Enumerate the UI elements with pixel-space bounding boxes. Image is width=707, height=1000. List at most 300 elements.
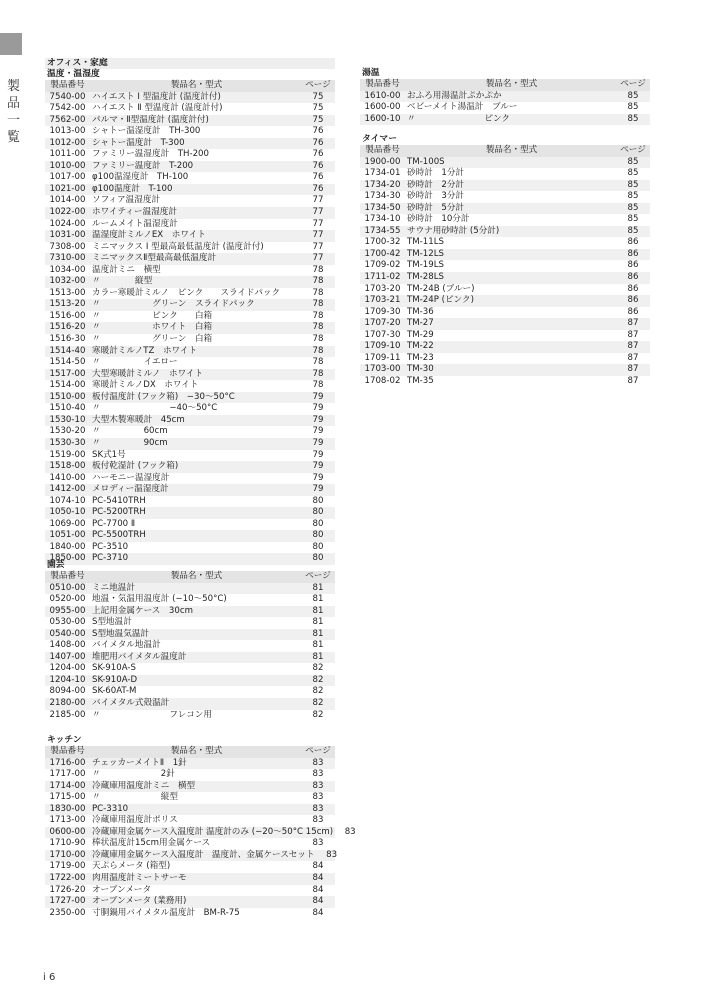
table-row (45, 265, 335, 277)
product-name: φ100温湿度計 TH-100 (92, 172, 189, 183)
page-ref: 87 (627, 329, 639, 340)
page-ref: 85 (627, 202, 639, 213)
product-code: 1727-00 (49, 896, 86, 907)
product-name: 温度計ミニ 横型 (92, 264, 161, 275)
product-code: 1709-11 (364, 352, 401, 363)
page-ref: 81 (312, 594, 324, 605)
product-code: 1051-00 (49, 530, 86, 541)
product-code: 1516-00 (49, 310, 86, 321)
page-ref: 80 (312, 530, 324, 541)
product-name: 冷蔵庫用金属ケース入温度計 温度計のみ (−20〜50°C 15cm) (92, 826, 334, 837)
product-name: TM-19LS (407, 260, 444, 271)
table-row (45, 583, 335, 595)
page-ref: 77 (312, 195, 324, 206)
page-ref: 81 (312, 640, 324, 651)
table-row (45, 496, 335, 508)
page-ref: 80 (312, 507, 324, 518)
product-code: 1707-30 (364, 329, 401, 340)
header-page: ページ (305, 746, 331, 756)
product-name: 堆肥用バイメタル温度計 (92, 651, 187, 662)
product-code: 1713-00 (49, 815, 86, 826)
product-code: 1410-00 (49, 472, 86, 483)
page-ref: 83 (326, 849, 338, 860)
page-ref: 80 (312, 495, 324, 506)
page-ref: 83 (312, 792, 324, 803)
page-ref: 76 (312, 137, 324, 148)
product-code: 7562-00 (49, 114, 86, 125)
product-name: 〃 イエロー (92, 357, 178, 368)
page-ref: 87 (627, 364, 639, 375)
table-row (45, 758, 335, 770)
page-ref: 83 (312, 803, 324, 814)
page-ref: 86 (627, 260, 639, 271)
product-code: 1530-30 (49, 437, 86, 448)
page-ref: 78 (312, 322, 324, 333)
product-name: PC-3310 (92, 803, 129, 814)
product-code: 1900-00 (364, 156, 401, 167)
table-row (45, 617, 335, 629)
table-row (45, 115, 335, 127)
table-row (45, 92, 335, 104)
product-code: 1021-00 (49, 183, 86, 194)
product-name: 板付温度計 (フック箱) −30〜50°C (92, 391, 235, 402)
header-page: ページ (620, 79, 646, 89)
product-name: 砂時計 1分計 (407, 168, 465, 179)
page-ref: 79 (312, 484, 324, 495)
product-name: バイメタル式殻温計 (92, 698, 170, 709)
product-code: 1516-20 (49, 322, 86, 333)
product-code: 2350-00 (49, 907, 86, 918)
product-code: 1012-00 (49, 137, 86, 148)
table-row (45, 357, 335, 369)
page-ref: 85 (627, 191, 639, 202)
product-name: 〃 ピンク (407, 113, 510, 124)
product-name: ミニマックスⅡ型最高最低温度計 (92, 253, 217, 264)
product-name: ハイエスト Ⅱ 型温度計 (温度計付) (92, 103, 223, 114)
product-code: 1600-00 (364, 102, 401, 113)
header-page: ページ (620, 145, 646, 155)
page-ref: 75 (312, 91, 324, 102)
product-name: バイメタル地温計 (92, 640, 161, 651)
product-code: 1510-00 (49, 391, 86, 402)
page-ref: 87 (627, 375, 639, 386)
table-row (45, 484, 335, 496)
product-name: 冷蔵庫用温度計ポリス (92, 815, 178, 826)
product-name: 上記用金属ケース 30cm (92, 605, 193, 616)
page-ref: 80 (312, 553, 324, 564)
product-name: 〃 90cm (92, 437, 168, 448)
page-ref: 85 (627, 214, 639, 225)
table-row (360, 249, 650, 261)
page-ref: 79 (312, 449, 324, 460)
product-code: 1412-00 (49, 484, 86, 495)
table-row (45, 519, 335, 531)
table-row (45, 334, 335, 346)
product-code: 7540-00 (49, 91, 86, 102)
page-ref: 85 (627, 179, 639, 190)
page-ref: 82 (312, 698, 324, 709)
table-row (45, 629, 335, 641)
product-code: 1850-00 (49, 553, 86, 564)
table-row (45, 507, 335, 519)
page-ref: 83 (312, 757, 324, 768)
header-name: 製品名・型式 (485, 79, 538, 89)
product-name: ファミリー温度計 T-200 (92, 160, 194, 171)
product-name: ホワイティー温湿度計 (92, 207, 177, 218)
product-code: 1074-10 (49, 495, 86, 506)
product-name: TM-100S (407, 156, 445, 167)
product-name: 棒状温度計15cm用金属ケース (92, 838, 211, 849)
product-name: 板付乾湿計 (フック箱) (92, 461, 179, 472)
product-name: チェッカーメイトⅡ 1針 (92, 757, 187, 768)
page-ref: 85 (627, 168, 639, 179)
product-code: 1709-30 (364, 306, 401, 317)
product-name: 大型木製寒暖計 45cm (92, 414, 185, 425)
product-name: メロディー温湿度計 (92, 484, 169, 495)
product-name: TM-12LS (407, 248, 444, 259)
product-code: 1034-00 (49, 264, 86, 275)
page-ref: 78 (312, 299, 324, 310)
product-code: 1407-00 (49, 651, 86, 662)
product-name: 砂時計 10分計 (407, 214, 470, 225)
product-code: 1700-32 (364, 237, 401, 248)
product-code: 1514-50 (49, 357, 86, 368)
product-name: TM-24B (ブルー) (407, 283, 475, 294)
table-row (360, 114, 650, 126)
product-name: TM-30 (407, 364, 434, 375)
product-name: TM-28LS (407, 272, 444, 283)
section-kitchen (45, 735, 356, 919)
table-row (45, 640, 335, 652)
table-row (360, 341, 650, 353)
page-ref: 81 (312, 605, 324, 616)
product-name: 〃 グリーン スライドパック (92, 299, 255, 310)
table-row (360, 102, 650, 114)
page-ref: 86 (627, 306, 639, 317)
page-ref: 85 (627, 90, 639, 101)
page-ref: 84 (312, 907, 324, 918)
table-row (360, 214, 650, 226)
page-ref: 81 (312, 651, 324, 662)
header-name: 製品名・型式 (170, 746, 223, 756)
product-code: 1517-00 (49, 368, 86, 379)
product-code: 0955-00 (49, 605, 86, 616)
product-name: オーブンメータ (業務用) (92, 896, 187, 907)
page-ref: 87 (627, 318, 639, 329)
product-code: 1017-00 (49, 172, 86, 183)
header-name: 製品名・型式 (170, 80, 223, 90)
product-code: 1011-00 (49, 149, 86, 160)
product-name: ミニマックス I 型最高最低温度計 (温度計付) (92, 241, 264, 252)
product-name: 砂時計 3分計 (407, 191, 465, 202)
table-row (360, 330, 650, 342)
page-ref: 83 (344, 826, 356, 837)
table-row (45, 698, 335, 710)
product-code: 1514-40 (49, 345, 86, 356)
product-code: 1204-10 (49, 674, 86, 685)
product-code: 0530-00 (49, 617, 86, 628)
product-code: 1513-20 (49, 299, 86, 310)
table-row (360, 284, 650, 296)
product-name: TM-27 (407, 318, 434, 329)
page-ref: 79 (312, 472, 324, 483)
product-code: 1010-00 (49, 160, 86, 171)
section-title: キッチン (47, 735, 82, 745)
table-row (45, 594, 335, 606)
product-name: ベビーメイト湯温計 ブルー (407, 102, 518, 113)
table-header (45, 80, 335, 92)
table-row (45, 542, 335, 554)
table-header (45, 746, 335, 758)
page-ref: 76 (312, 149, 324, 160)
table-row (45, 873, 335, 885)
product-code: 1707-20 (364, 318, 401, 329)
table-header (360, 79, 650, 91)
table-row (45, 710, 335, 722)
table-row (360, 376, 650, 388)
product-code: 1734-01 (364, 168, 401, 179)
page-ref: 78 (312, 276, 324, 287)
page-ref: 77 (312, 241, 324, 252)
page-ref: 78 (312, 334, 324, 345)
table-row (360, 203, 650, 215)
product-name: 寸胴鍋用バイメタル温度計 BM-R-75 (92, 907, 240, 918)
product-code: 1703-00 (364, 364, 401, 375)
table-header (360, 145, 650, 157)
product-code: 1519-00 (49, 449, 86, 460)
table-body (360, 91, 650, 126)
table-row (360, 307, 650, 319)
table-row (360, 157, 650, 169)
table-row (360, 318, 650, 330)
product-name: シャトー温湿度計 TH-300 (92, 126, 201, 137)
product-name: オーブンメータ (92, 884, 152, 895)
header-code: 製品番号 (50, 571, 85, 581)
table-row (360, 91, 650, 103)
product-name: 天ぷらメータ (箱型) (92, 861, 171, 872)
page-ref: 84 (312, 896, 324, 907)
product-name: ミニ地温計 (92, 582, 135, 593)
table-body (45, 757, 356, 920)
product-code: 1204-00 (49, 663, 86, 674)
table-body (45, 92, 335, 565)
table-row (45, 530, 335, 542)
section-title: 湯温 (362, 68, 380, 78)
table-row (45, 230, 335, 242)
product-name: 温湿度計ミルノEX ホワイト (92, 230, 206, 241)
table-row (360, 295, 650, 307)
page-ref: 78 (312, 380, 324, 391)
table-row (360, 226, 650, 238)
product-code: 0510-00 (49, 582, 86, 593)
product-code: 1408-00 (49, 640, 86, 651)
page-ref: 83 (312, 815, 324, 826)
page-ref: 78 (312, 264, 324, 275)
table-row (45, 346, 335, 358)
header-name: 製品名・型式 (170, 571, 223, 581)
product-name: 冷蔵庫用金属ケース入温度計 温度計、金属ケースセット (92, 849, 315, 860)
page-ref: 78 (312, 310, 324, 321)
table-row (45, 849, 338, 862)
product-name: φ100温度計 T-100 (92, 183, 173, 194)
product-code: 1013-00 (49, 126, 86, 137)
product-name: PC-3710 (92, 553, 129, 564)
table-row (360, 237, 650, 249)
product-code: 1708-02 (364, 375, 401, 386)
page-ref: 77 (312, 218, 324, 229)
product-name: 〃 ピンク 白箱 (92, 310, 213, 321)
product-name: 〃 縦型 (92, 792, 178, 803)
header-code: 製品番号 (365, 145, 400, 155)
product-name: シャトー温度計 T-300 (92, 137, 185, 148)
page-ref: 77 (312, 253, 324, 264)
table-row (45, 769, 335, 781)
table-row (45, 461, 335, 473)
product-name: 〃 縦型 (92, 276, 153, 287)
product-code: 8094-00 (49, 686, 86, 697)
product-code: 7308-00 (49, 241, 86, 252)
page-ref: 82 (312, 663, 324, 674)
table-row (45, 288, 335, 300)
table-row (45, 675, 335, 687)
page-ref: 78 (312, 357, 324, 368)
page-ref: 75 (312, 103, 324, 114)
product-name: 肉用温度計ミートサーモ (92, 873, 187, 884)
page-ref: 77 (312, 207, 324, 218)
page-ref: 78 (312, 287, 324, 298)
product-code: 1716-00 (49, 757, 86, 768)
page-ref: 84 (312, 861, 324, 872)
product-name: 〃 グリーン 白箱 (92, 334, 213, 345)
page-ref: 76 (312, 183, 324, 194)
product-name: TM-35 (407, 375, 434, 386)
table-row (45, 826, 356, 839)
table-body (360, 157, 650, 388)
product-code: 0540-00 (49, 628, 86, 639)
page-ref: 85 (627, 102, 639, 113)
product-name: TM-22 (407, 341, 434, 352)
product-name: PC-5200TRH (92, 507, 146, 518)
page-ref: 81 (312, 617, 324, 628)
page-ref: 87 (627, 341, 639, 352)
product-code: 1717-00 (49, 769, 86, 780)
product-name: ルームメイト温湿度計 (92, 218, 178, 229)
table-row (360, 353, 650, 365)
product-name: SK-60AT-M (92, 686, 137, 697)
product-name: パルマ・Ⅱ型温度計 (温度計付) (92, 114, 209, 125)
section-garden (45, 560, 335, 721)
header-page: ページ (305, 571, 331, 581)
index-tab-marker (0, 33, 22, 55)
product-code: 1734-55 (364, 225, 401, 236)
product-name: 寒暖計ミルノTZ ホワイト (92, 345, 198, 356)
product-code: 1719-00 (49, 861, 86, 872)
product-code: 1830-00 (49, 803, 86, 814)
product-name: PC-5500TRH (92, 530, 146, 541)
table-row (45, 149, 335, 161)
product-name: ハイエスト I 型温度計 (温度計付) (92, 91, 221, 102)
page-ref: 86 (627, 295, 639, 306)
table-row (45, 885, 335, 897)
page-ref: 79 (312, 403, 324, 414)
table-row (360, 191, 650, 203)
page-ref: 78 (312, 368, 324, 379)
product-code: 1031-00 (49, 230, 86, 241)
page-ref: 77 (312, 230, 324, 241)
table-row (45, 299, 335, 311)
page-ref: 82 (312, 709, 324, 720)
table-row (45, 804, 335, 816)
table-row (45, 896, 335, 908)
product-code: 1516-30 (49, 334, 86, 345)
product-code: 1069-00 (49, 518, 86, 529)
page-ref: 87 (627, 352, 639, 363)
table-row (45, 276, 335, 288)
page-ref: 83 (312, 838, 324, 849)
table-row (45, 815, 335, 827)
section-title: 温度・温湿度 (47, 69, 100, 79)
table-row (360, 180, 650, 192)
product-name: 〃 ホワイト 白箱 (92, 322, 213, 333)
product-name: TM-23 (407, 352, 434, 363)
table-row (45, 652, 335, 664)
page-ref: 83 (312, 769, 324, 780)
page-ref: 79 (312, 391, 324, 402)
product-code: 1722-00 (49, 873, 86, 884)
product-code: 1710-00 (49, 849, 86, 860)
table-row (45, 606, 335, 618)
product-name: 〃 60cm (92, 426, 168, 437)
product-name: PC-3510 (92, 541, 129, 552)
page-ref: 84 (312, 884, 324, 895)
table-row (45, 219, 335, 231)
page-ref: 78 (312, 345, 324, 356)
product-code: 1510-40 (49, 403, 86, 414)
table-row (45, 450, 335, 462)
product-name: TM-24P (ピンク) (407, 295, 474, 306)
product-code: 1032-00 (49, 276, 86, 287)
product-code: 1710-90 (49, 838, 86, 849)
product-name: S型地温計 (92, 617, 132, 628)
product-name: ファミリー温湿度計 TH-200 (92, 149, 209, 160)
table-row (45, 103, 335, 115)
header-code: 製品番号 (50, 80, 85, 90)
section-timer (360, 134, 650, 387)
product-name: TM-11LS (407, 237, 444, 248)
product-name: 〃 フレコン用 (92, 709, 212, 720)
page-ref: 79 (312, 437, 324, 448)
product-code: 1022-00 (49, 207, 86, 218)
product-code: 1518-00 (49, 461, 86, 472)
page-ref: 79 (312, 426, 324, 437)
table-header (45, 571, 335, 583)
product-name: 大型寒暖計ミルノ ホワイト (92, 368, 204, 379)
product-code: 2185-00 (49, 709, 86, 720)
product-name: SK-910A-D (92, 674, 138, 685)
section-bath (360, 68, 650, 125)
table-row (45, 322, 335, 334)
product-code: 2180-00 (49, 698, 86, 709)
table-row (45, 861, 335, 873)
product-name: S型地温気温計 (92, 628, 150, 639)
page-ref: 85 (627, 113, 639, 124)
product-name: PC-7700 Ⅱ (92, 518, 136, 529)
product-name: 寒暖計ミルノDX ホワイト (92, 380, 199, 391)
product-code: 1514-00 (49, 380, 86, 391)
product-code: 1734-20 (364, 179, 401, 190)
page-ref: 76 (312, 172, 324, 183)
product-code: 1530-10 (49, 414, 86, 425)
